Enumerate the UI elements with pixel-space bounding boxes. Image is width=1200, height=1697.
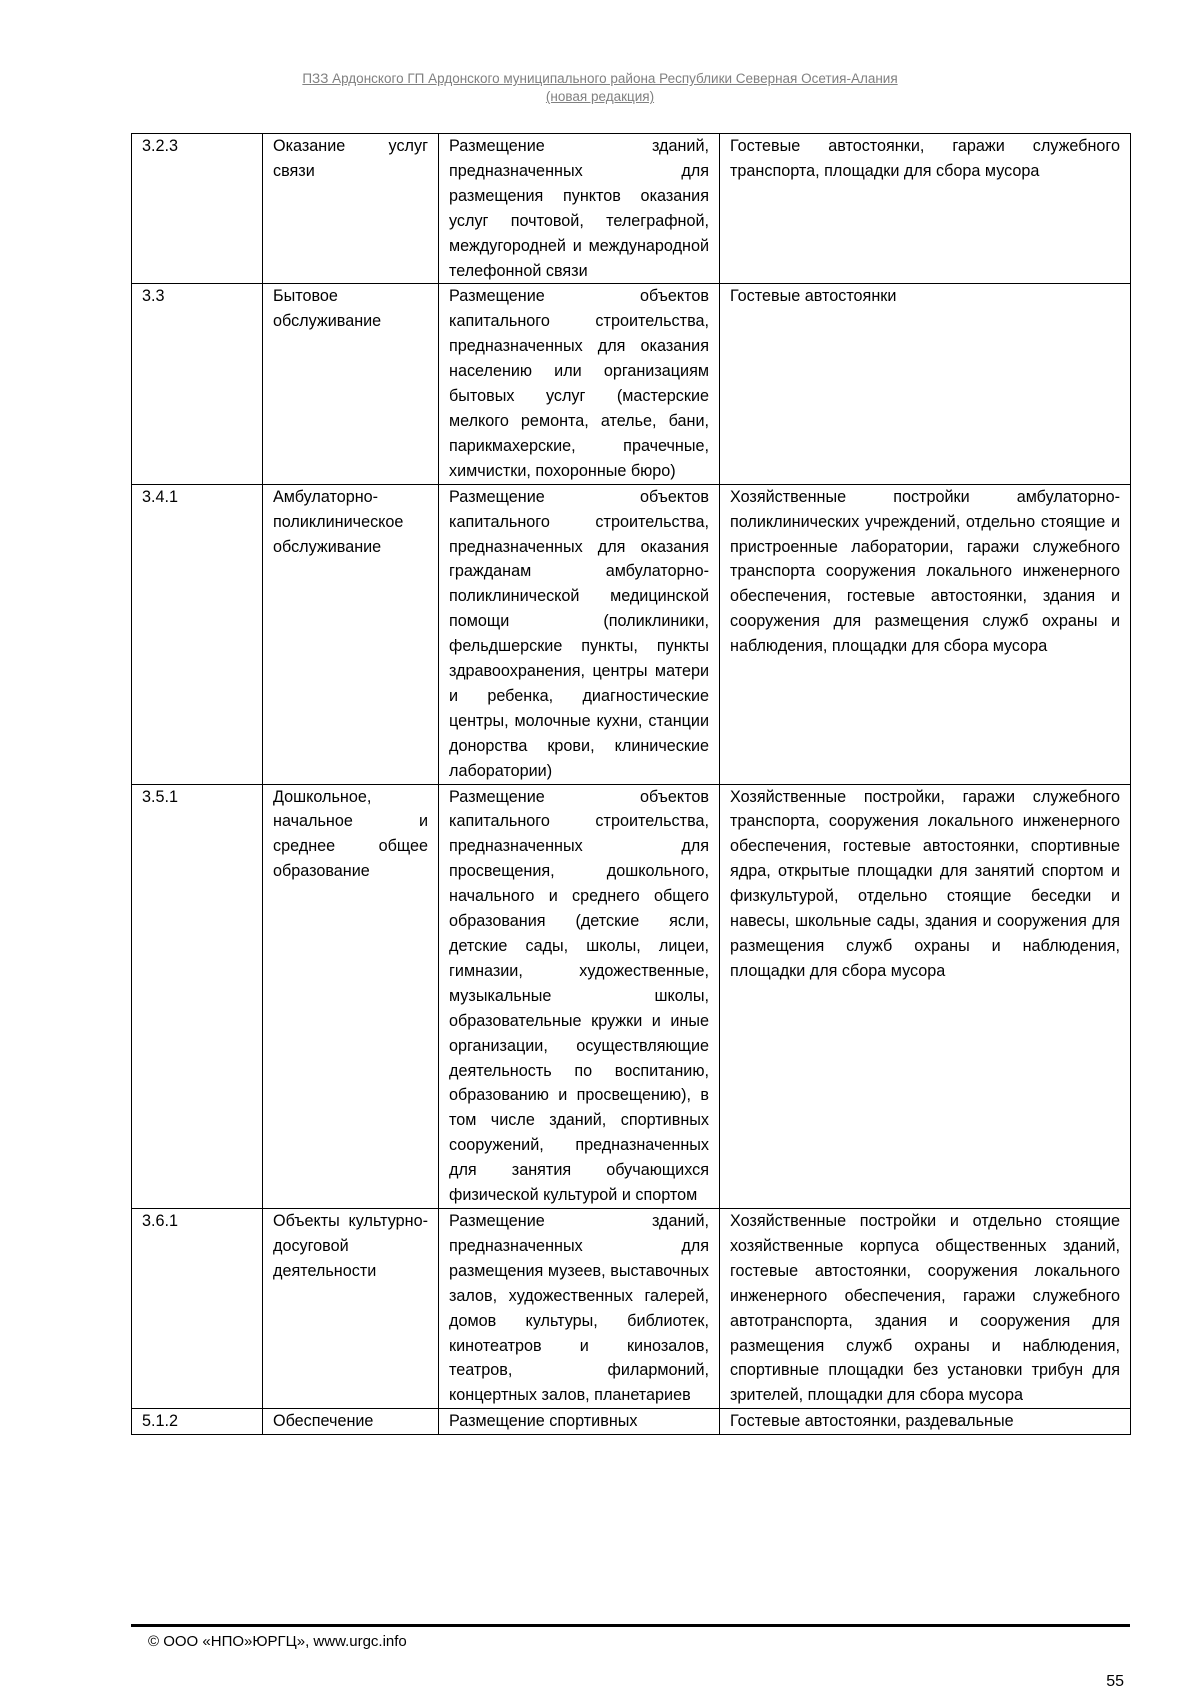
footer-copyright: © ООО «НПО»ЮРГЦ», www.urgc.info: [148, 1633, 407, 1650]
header-title: ПЗЗ Ардонского ГП Ардонского муниципального района Республики Северная Осетия-Алания: [302, 71, 898, 86]
table-row: [132, 1409, 1131, 1435]
row-code: 5.1.2: [132, 1409, 263, 1435]
page-header: [0, 70, 1200, 106]
footer-divider: [131, 1624, 1130, 1627]
table-row: [132, 1208, 1131, 1408]
row-auxiliary: Хозяйственные постройки, гаражи служебного транспорта, сооружения локального инженерного обеспечения, гостевые автостоянки, спортивные ядра, открытые площадки для занятий спортом и физкультурой, отдельно стоящие беседки и навесы, школьные сады, здания и сооружения для размещения служб охраны и наблюдения, площадки для сбора мусора: [720, 784, 1131, 1208]
table-row: [132, 134, 1131, 284]
row-description: Размещение объектов капитального строительства, предназначенных для оказания гражданам амбулаторно-поликлинической медицинской помощи (поликлиники, фельдшерские пункты, пункты здравоохранения, центры матери и ребенка, диагностические центры, молочные кухни, станции донорства крови, клинические лаборатории): [439, 484, 720, 784]
row-name: Амбулаторно-поликлиническое обслуживание: [263, 484, 439, 784]
row-description: Размещение зданий, предназначенных для размещения музеев, выставочных залов, художественных галерей, домов культуры, библиотек, кинотеатров и кинозалов, театров, филармоний, концертных залов, планетариев: [439, 1208, 720, 1408]
row-code: 3.2.3: [132, 134, 263, 284]
row-description: Размещение спортивных: [439, 1409, 720, 1435]
row-description: Размещение зданий, предназначенных для размещения пунктов оказания услуг почтовой, телеграфной, междугородней и международной телефонной связи: [439, 134, 720, 284]
table-row: [132, 484, 1131, 784]
row-auxiliary: Гостевые автостоянки, гаражи служебного транспорта, площадки для сбора мусора: [720, 134, 1131, 284]
page-number: 55: [1106, 1673, 1124, 1690]
row-code: 3.3: [132, 284, 263, 484]
row-name: Бытовое обслуживание: [263, 284, 439, 484]
row-code: 3.4.1: [132, 484, 263, 784]
row-auxiliary: Хозяйственные постройки и отдельно стоящие хозяйственные корпуса общественных зданий, гостевые автостоянки, сооружения локального инженерного обеспечения, гаражи служебного автотранспорта, здания и сооружения для размещения служб охраны и наблюдения, спортивные площадки без установки трибун для зрителей, площадки для сбора мусора: [720, 1208, 1131, 1408]
row-description: Размещение объектов капитального строительства, предназначенных для просвещения, дошкольного, начального и среднего общего образования (детские ясли, детские сады, школы, лицеи, гимназии, художественные, музыкальные школы, образовательные кружки и иные организации, осуществляющие деятельность по воспитанию, образованию и просвещению), в том числе зданий, спортивных сооружений, предназначенных для занятия обучающихся физической культурой и спортом: [439, 784, 720, 1208]
row-name: Оказание услуг связи: [263, 134, 439, 284]
row-name: Дошкольное, начальное и среднее общее образование: [263, 784, 439, 1208]
row-code: 3.6.1: [132, 1208, 263, 1408]
row-auxiliary: Гостевые автостоянки: [720, 284, 1131, 484]
row-auxiliary: Хозяйственные постройки амбулаторно-поликлинических учреждений, отдельно стоящие и пристроенные лаборатории, гаражи служебного транспорта сооружения локального инженерного обеспечения, гостевые автостоянки, здания и сооружения для размещения служб охраны и наблюдения, площадки для сбора мусора: [720, 484, 1131, 784]
table-row: [132, 784, 1131, 1208]
row-code: 3.5.1: [132, 784, 263, 1208]
row-description: Размещение объектов капитального строительства, предназначенных для оказания населению или организациям бытовых услуг (мастерские мелкого ремонта, ателье, бани, парикмахерские, прачечные, химчистки, похоронные бюро): [439, 284, 720, 484]
table-row: [132, 284, 1131, 484]
row-auxiliary: Гостевые автостоянки, раздевальные: [720, 1409, 1131, 1435]
row-name: Объекты культурно-досуговой деятельности: [263, 1208, 439, 1408]
row-name: Обеспечение: [263, 1409, 439, 1435]
land-use-table: [131, 133, 1131, 1435]
header-subtitle: (новая редакция): [545, 89, 655, 104]
